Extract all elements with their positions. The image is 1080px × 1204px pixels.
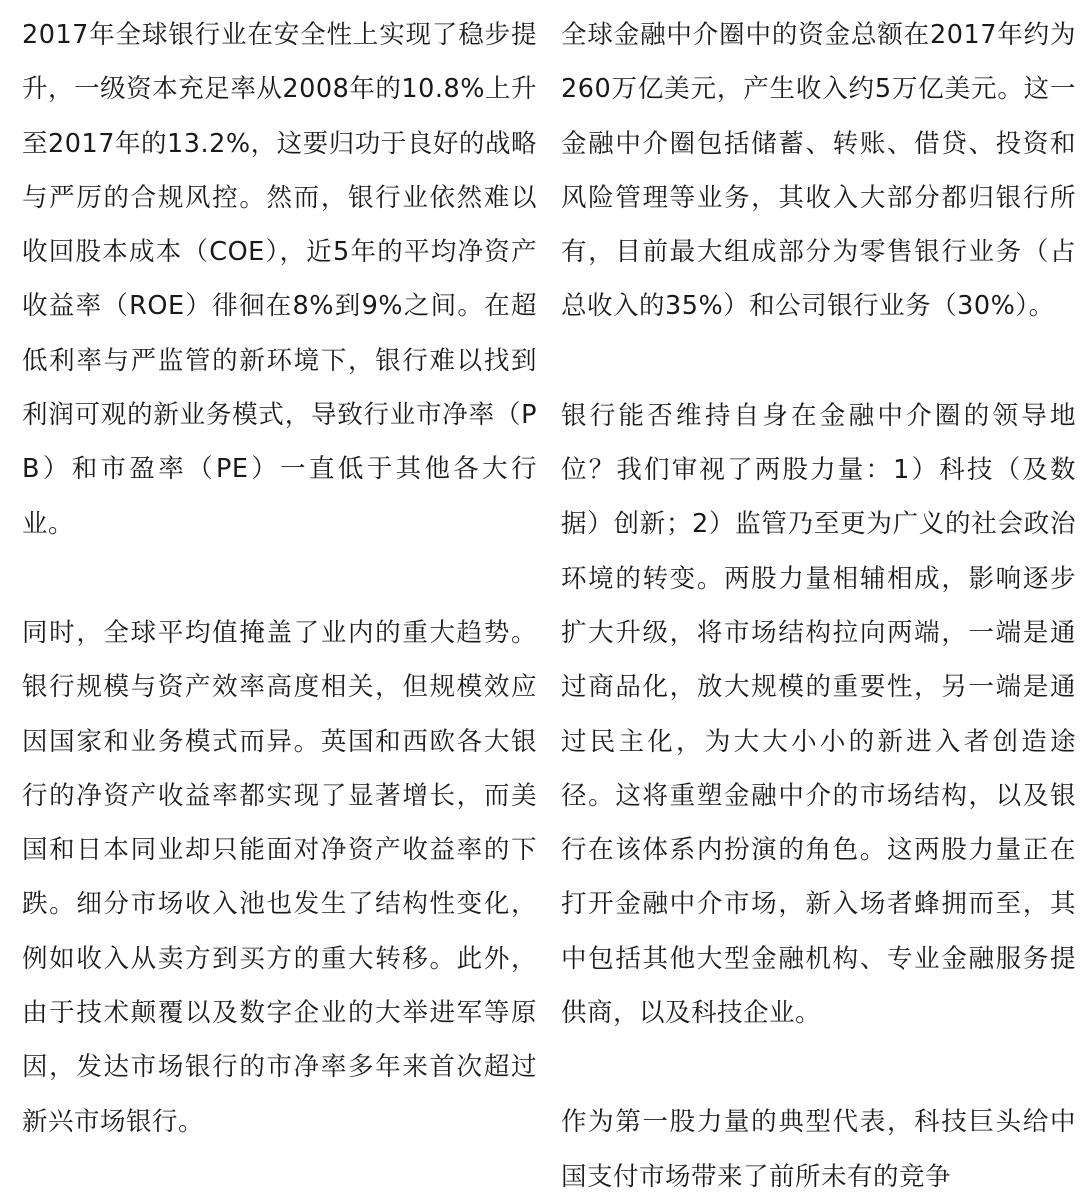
paragraph-bank-safety: 2017年全球银行业在安全性上实现了稳步提升，一级资本充足率从2008年的10.8%上升至2017年的13.2%，这要归功于良好的战略与严厉的合规风控。然而，银行业依然难以收回股本成本（COE），近5年的平均净资产收益率（ROE）徘徊在8%到9%之间。在超低利率与严监管的新环境下，银行难以找到利润可观的新业务模式，导致行业市净率（PB）和市盈率（PE）一直低于其他各大行业。 xyxy=(22,20,537,539)
right-column xyxy=(561,8,1076,1204)
left-column xyxy=(22,8,537,1149)
paragraph-tech-giants: 作为第一股力量的典型代表，科技巨头给中国支付市场带来了前所未有的竞争 xyxy=(561,1107,1076,1192)
paragraph-two-forces: 银行能否维持自身在金融中介圈的领导地位？我们审视了两股力量：1）科技（及数据）创新；2）监管乃至更为广义的社会政治环境的转变。两股力量相辅相成，影响逐步扩大升级，将市场结构拉向两端，一端是通过商品化，放大规模的重要性，另一端是通过民主化，为大大小小的新进入者创造途径。这将重塑金融中介的市场结构，以及银行在该体系内扮演的角色。这两股力量正在打开金融中介市场，新入场者蜂拥而至，其中包括其他大型金融机构、专业金融服务提供商，以及科技企业。 xyxy=(561,400,1076,1029)
paragraph-global-trends: 同时，全球平均值掩盖了业内的重大趋势。银行规模与资产效率高度相关，但规模效应因国家和业务模式而异。英国和西欧各大银行的净资产收益率都实现了显著增长，而美国和日本同业却只能面对净资产收益率的下跌。细分市场收入池也发生了结构性变化，例如收入从卖方到买方的重大转移。此外，由于技术颠覆以及数字企业的大举进军等原因，发达市场银行的市净率多年来首次超过新兴市场银行。 xyxy=(22,617,537,1137)
paragraph-financial-intermediation: 全球金融中介圈中的资金总额在2017年约为260万亿美元，产生收入约5万亿美元。这一金融中介圈包括储蓄、转账、借贷、投资和风险管理等业务，其收入大部分都归银行所有，目前最大组成部分为零售银行业务（占总收入的35%）和公司银行业务（30%）。 xyxy=(561,20,1076,322)
